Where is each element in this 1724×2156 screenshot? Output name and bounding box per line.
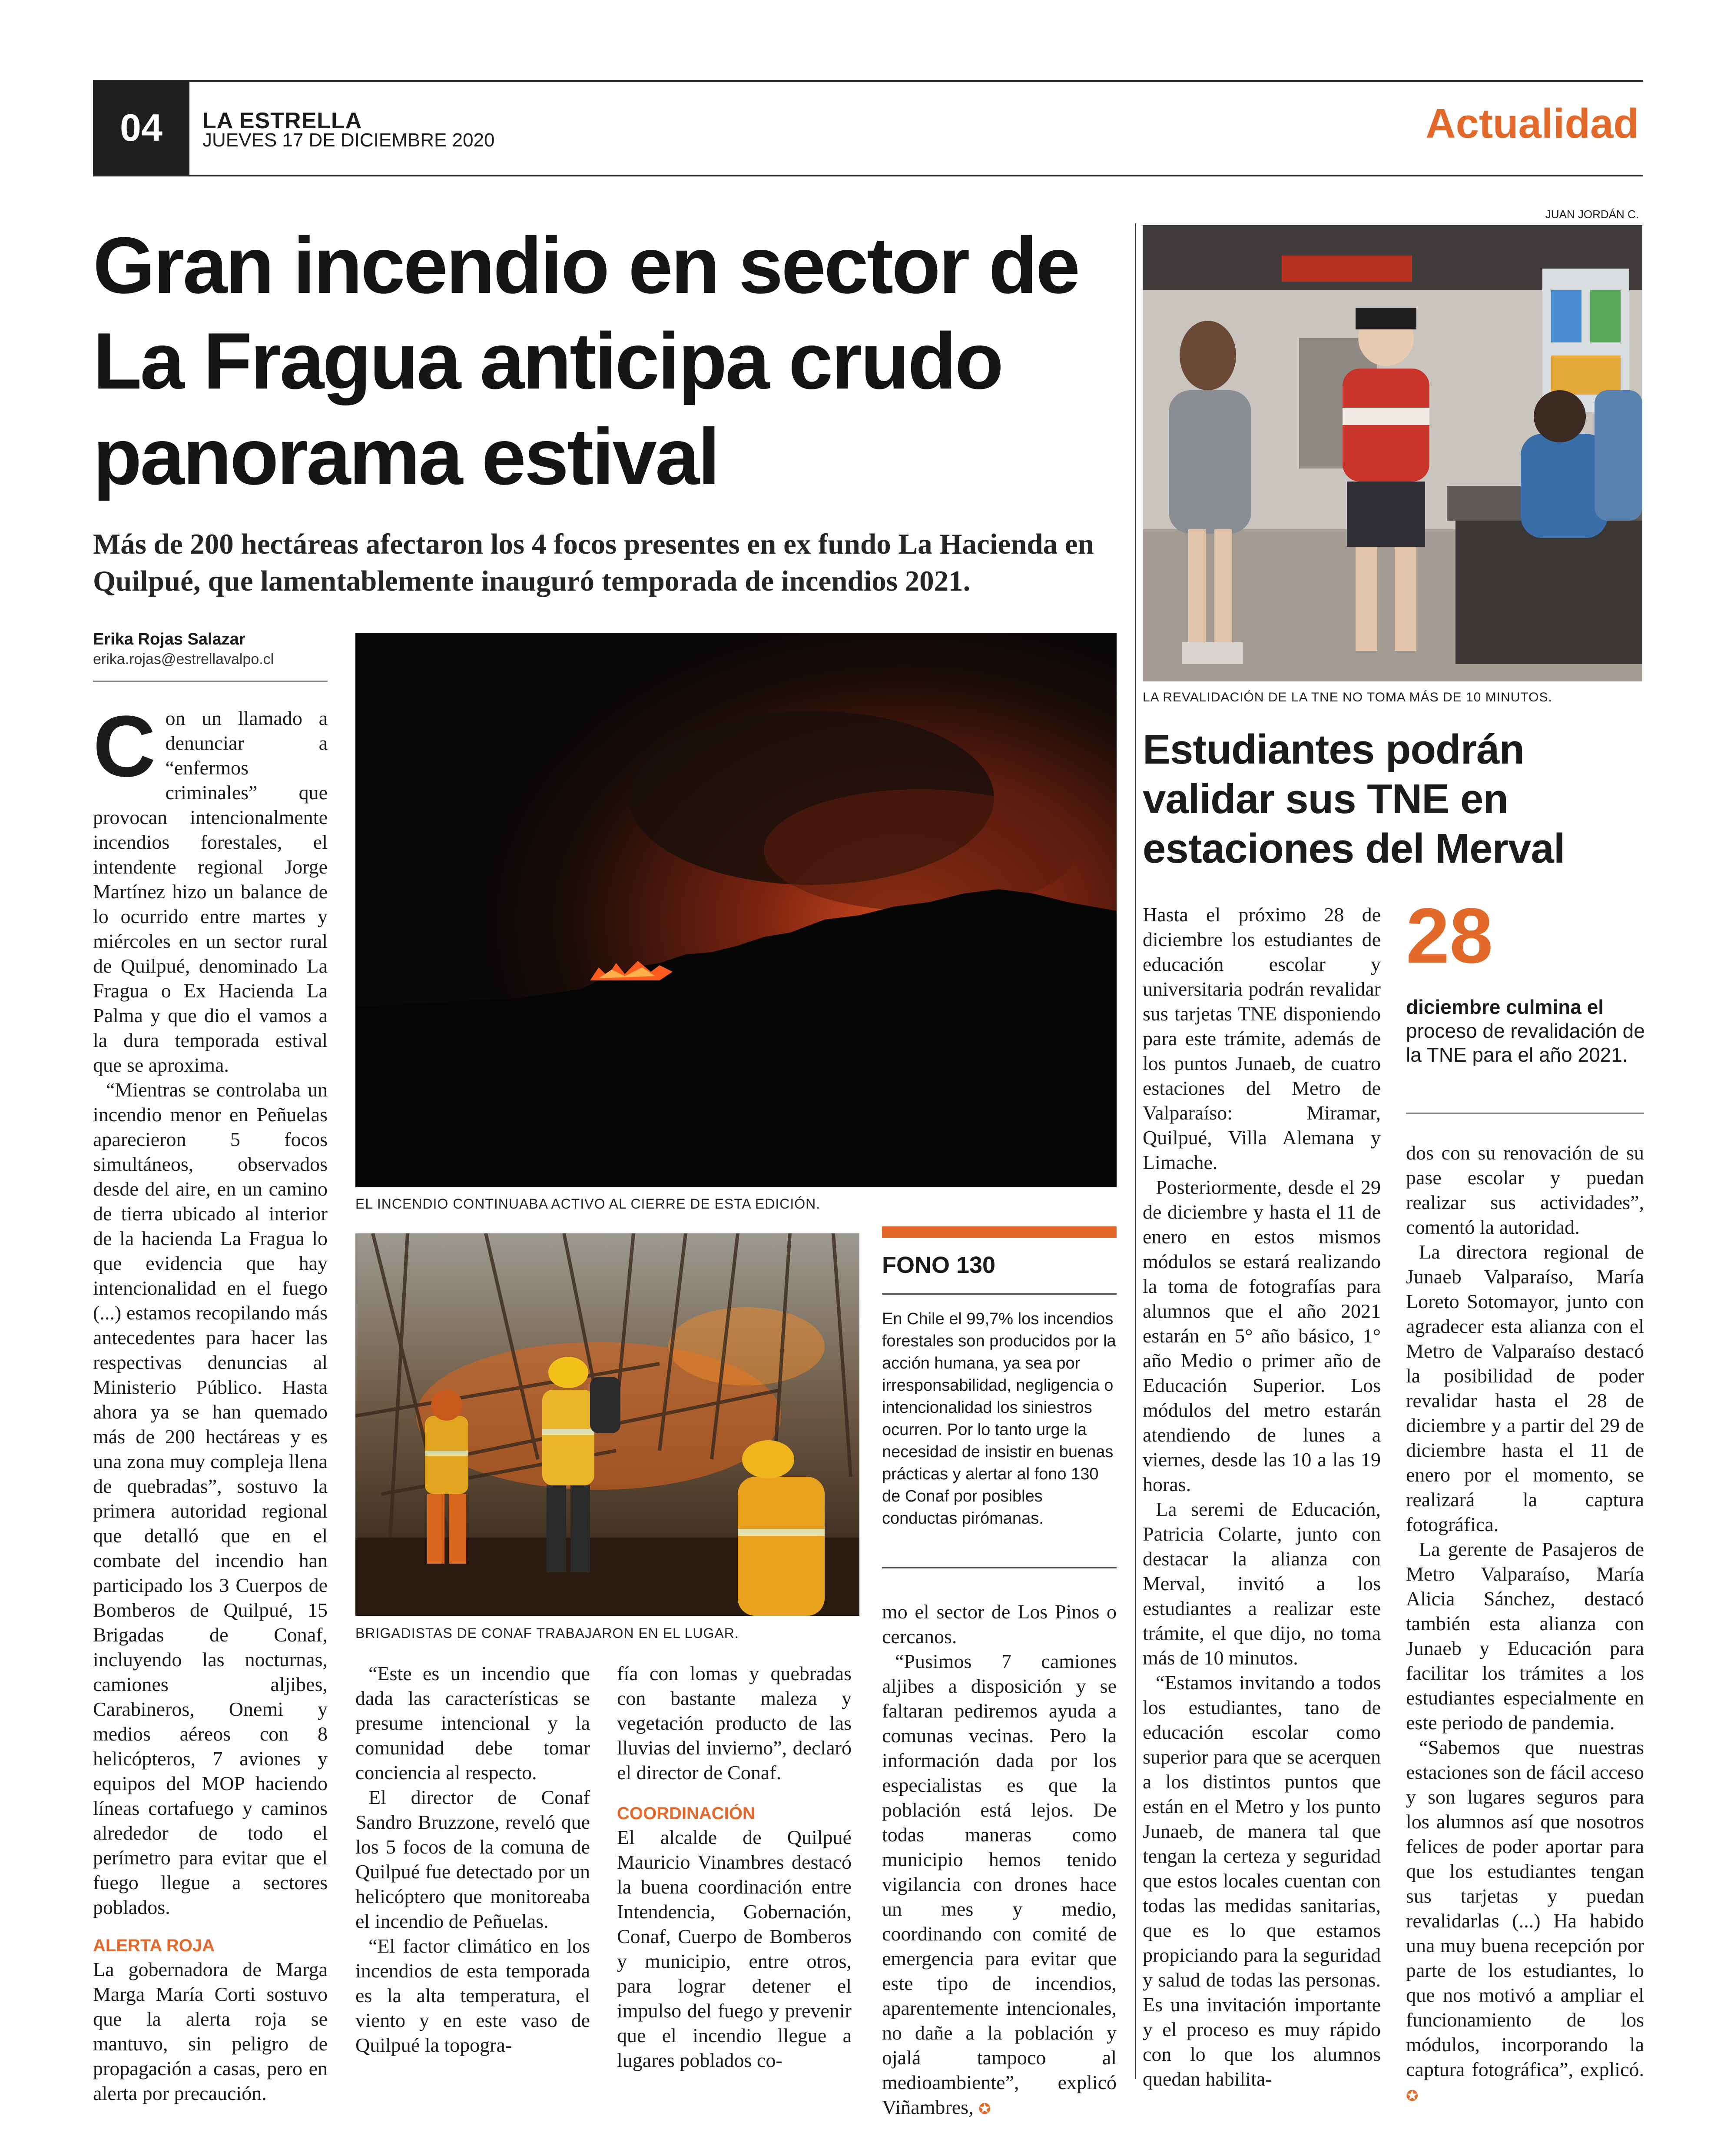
photo-credit: JUAN JORDÁN C.: [1545, 208, 1639, 221]
stat-rest: proceso de revalidación de la TNE para el año 2021.: [1406, 1020, 1645, 1066]
paper-name: LA ESTRELLA: [202, 108, 362, 133]
paragraph: La directora regional de Junaeb Valparaíso, María Loreto Sotomayor, junto con agradecer esta alianza con el Metro de Valparaíso destacó la posibilidad de poder revalidar hasta el 28 de diciembre y a partir del 29 de diciembre hasta el 11 de enero por el momento, se realizará la captura fotográfica.: [1406, 1241, 1644, 1535]
paragraph: mo el sector de Los Pinos o cercanos.: [882, 1601, 1117, 1648]
fono-title: FONO 130: [882, 1252, 996, 1278]
paragraph: on un llamado a denunciar a “enfermos criminales” que provocan intencionalmente incendios forestales, el intendente regional Jorge Martínez hizo un balance de lo ocurrido entre martes y miércoles en un sector rural de Quilpué, denominado La Fragua o Ex Hacienda La Palma y que dio el vamos a la dura temporada estival que se aproxima.: [93, 707, 328, 1076]
paragraph: Posteriormente, desde el 29 de diciembre y hasta el 11 de enero en estos mismos módulos se estará realizando la toma de fotografías para alumnos que el año 2021 estarán en 5° año básico, 1° año Medio o primer año de Educación Superior. Los módulos del metro estarán atendiendo de lunes a viernes, desde las 10 a las 19 horas.: [1143, 1176, 1381, 1495]
staff: [1521, 390, 1642, 538]
side-column-1: [1143, 902, 1381, 2091]
fire-night-photo: [355, 633, 1117, 1187]
paragraph: La seremi de Educación, Patricia Colarte, junto con destacar la alianza con Merval, invitó a los estudiantes a realizar este trámite, el que dijo, no toma más de 10 minutos.: [1143, 1498, 1381, 1669]
metro-photo: [1143, 225, 1642, 681]
paragraph-text: “Pusimos 7 camiones aljibes a disposición y se faltaran pediremos ayuda a comunas vecinas. Pero la información dada por los especialistas es que la población está lejos. De todas maneras como municipio hemos tenido vigilancia con drones hace un mes y medio, coordinando con comité de emergencia para evitar que este tipo de incendios, aparentemente intencionales, no dañe a la población y ojalá tampoco al medioambiente”, explicó Viñambres,: [882, 1650, 1117, 2118]
main-column-3: [617, 1661, 852, 2073]
story-divider: [1135, 223, 1136, 2079]
drop-cap: C: [93, 698, 156, 795]
paragraph: dos con su renovación de su pase escolar y puedan realizar sus actividades”, comentó la autoridad.: [1406, 1142, 1644, 1238]
metro-caption: LA REVALIDACIÓN DE LA TNE NO TOMA MÁS DE 10 MINUTOS.: [1143, 690, 1552, 704]
paragraph: “Mientras se controlaba un incendio menor en Peñuelas aparecieron 5 focos simultáneos, observados desde del aire, en un camino de tierra ubicado al interior de la hacienda La Fragua lo que evidencia que hay intencionalidad en el fuego (...) estamos recopilando más antecedentes para hacer las respectivas denuncias al Ministerio Público. Hasta ahora ya se han quemado más de 200 hectáreas y es una zona muy compleja llena de quebradas”, sostuvo la primera autoridad regional que detalló que en el combate del incendio han participado los 3 Cuerpos de Bomberos de Quilpué, 15 Brigadas de Conaf, incluyendo las nocturnas, camiones aljibes, Carabineros, Onemi y medios aéreos con 8 helicópteros, 7 aviones y equipos del MOP haciendo líneas cortafuego y caminos alrededor de todo el perímetro para evitar que el fuego llegue a sectores poblados.: [93, 1079, 328, 1918]
paragraph: La gobernadora de Marga Marga María Corti sostuvo que la alerta roja se mantuvo, sin peligro de propagación a casas, pero en alerta por precaución.: [93, 1958, 328, 2104]
page-number: 04: [93, 81, 189, 175]
stat-bold: diciembre culmina el: [1406, 996, 1604, 1018]
main-column-4: [882, 1599, 1117, 2122]
fono-text: En Chile el 99,7% los incendios forestales son producidos por la acción humana, ya sea por irresponsabilidad, negligencia o intencionalidad los siniestros ocurren. Por lo tanto urge la necesidad de insistir en buenas prácticas y alertar al fono 130 de Conaf por posibles conductas pirómanas.: [882, 1310, 1116, 1528]
main-headline: Gran incendio en sector de La Fragua anticipa crudo panorama estival: [93, 220, 1079, 501]
byline: Erika Rojas Salazar: [93, 630, 245, 648]
fono-bottom-rule: [882, 1567, 1117, 1568]
paragraph: [1406, 1735, 1644, 2109]
brigade-illustration: [355, 1233, 859, 1616]
main-column-1: [93, 698, 328, 2106]
main-column-2: [355, 1661, 590, 2057]
issue-date: JUEVES 17 DE DICIEMBRE 2020: [202, 130, 495, 151]
metro-illustration: [1143, 225, 1642, 681]
paragraph: [882, 1649, 1117, 2122]
header-bottom-rule: [93, 175, 1643, 176]
end-mark-icon: ✪: [978, 2101, 991, 2117]
fono-accent-bar: [882, 1226, 1117, 1238]
paragraph: “Estamos invitando a todos los estudiantes, tano de educación escolar como superior para que se acerquen a los distintos puntos que están en el Metro y los punto Junaeb, de manera tal que tengan la certeza y seguridad que estos locales cuentan con todas las medidas sanitarias, que es lo que estamos propiciando para la seguridad y salud de todas las personas. Es una invitación importante y el proceso es muy rápido con lo que los alumnos quedan habilita-: [1143, 1671, 1381, 2090]
paragraph: “Este es un incendio que dada las características se presume intencional y la comunidad debe tomar conciencia al respecto.: [355, 1662, 590, 1784]
paragraph: El alcalde de Quilpué Mauricio Vinambres destacó la buena coordinación entre Intendencia, Gobernación, Conaf, Cuerpo de Bomberos y municipio, entre otros, para lograr detener el impulso del fuego y prevenir que el incendio llegue a lugares poblados co-: [617, 1826, 852, 2071]
side-headline: Estudiantes podrán validar sus TNE en estaciones del Merval: [1143, 726, 1565, 872]
paragraph: “El factor climático en los incendios de esta temporada es la alta temperatura, el viento y en este vaso de Quilpué la topogra-: [355, 1935, 590, 2056]
stat-rule: [1406, 1113, 1644, 1114]
byline-rule: [93, 681, 328, 682]
subhead-coordinacion: COORDINACIÓN: [617, 1804, 755, 1823]
end-mark-icon: ✪: [1406, 2088, 1419, 2104]
brigade-photo: [355, 1233, 859, 1616]
paragraph: El director de Conaf Sandro Bruzzone, reveló que los 5 focos de la comuna de Quilpué fue detectado por un helicóptero que monitoreaba el incendio de Peñuelas.: [355, 1786, 590, 1932]
paragraph: fía con lomas y quebradas con bastante maleza y vegetación producto de las lluvias del invierno”, declaró el director de Conaf.: [617, 1662, 852, 1784]
brigade-caption: BRIGADISTAS DE CONAF TRABAJARON EN EL LUGAR.: [355, 1625, 739, 1641]
paragraph: La gerente de Pasajeros de Metro Valparaíso, María Alicia Sánchez, destacó también esta alianza con Junaeb y Educación para facilitar los trámites a los estudiantes especialmente en este periodo de pandemia.: [1406, 1538, 1644, 1734]
paragraph-text: “Sabemos que nuestras estaciones son de fácil acceso y son lugares seguros para los alumnos así que nosotros felices de poder aportar para que los estudiantes tengan sus tarjetas y puedan revalidarlas (...) Ha habido una muy buena recepción por parte de los estudiantes, lo que nos motivó a ampliar el funcionamiento de los módulos, incorporando la captura fotográfica”, explicó.: [1406, 1736, 1644, 2080]
main-deck: Más de 200 hectáreas afectaron los 4 focos presentes en ex fundo La Hacienda en Quilpué, que lamentablemente inauguró temporada de incendios 2021.: [93, 528, 1094, 597]
fire-night-illustration: [355, 633, 1117, 1187]
section-name: Actualidad: [1426, 100, 1639, 147]
side-column-2: [1406, 1140, 1644, 2109]
header-top-rule: [93, 80, 1643, 82]
stat-text: [1406, 995, 1649, 1067]
fono-title-rule: [882, 1293, 1117, 1295]
byline-email: erika.rojas@estrellavalpo.cl: [93, 651, 274, 668]
paragraph: Hasta el próximo 28 de diciembre los estudiantes de educación escolar y universitaria podrán revalidar sus tarjetas TNE disponiendo para este trámite, además de los puntos Junaeb, de cuatro estaciones del Metro de Valparaíso: Miramar, Quilpué, Villa Alemana y Limache.: [1143, 904, 1381, 1173]
stat-number: 28: [1406, 892, 1493, 980]
fire-night-caption: EL INCENDIO CONTINUABA ACTIVO AL CIERRE DE ESTA EDICIÓN.: [355, 1196, 821, 1212]
subhead-alerta-roja: ALERTA ROJA: [93, 1936, 215, 1955]
